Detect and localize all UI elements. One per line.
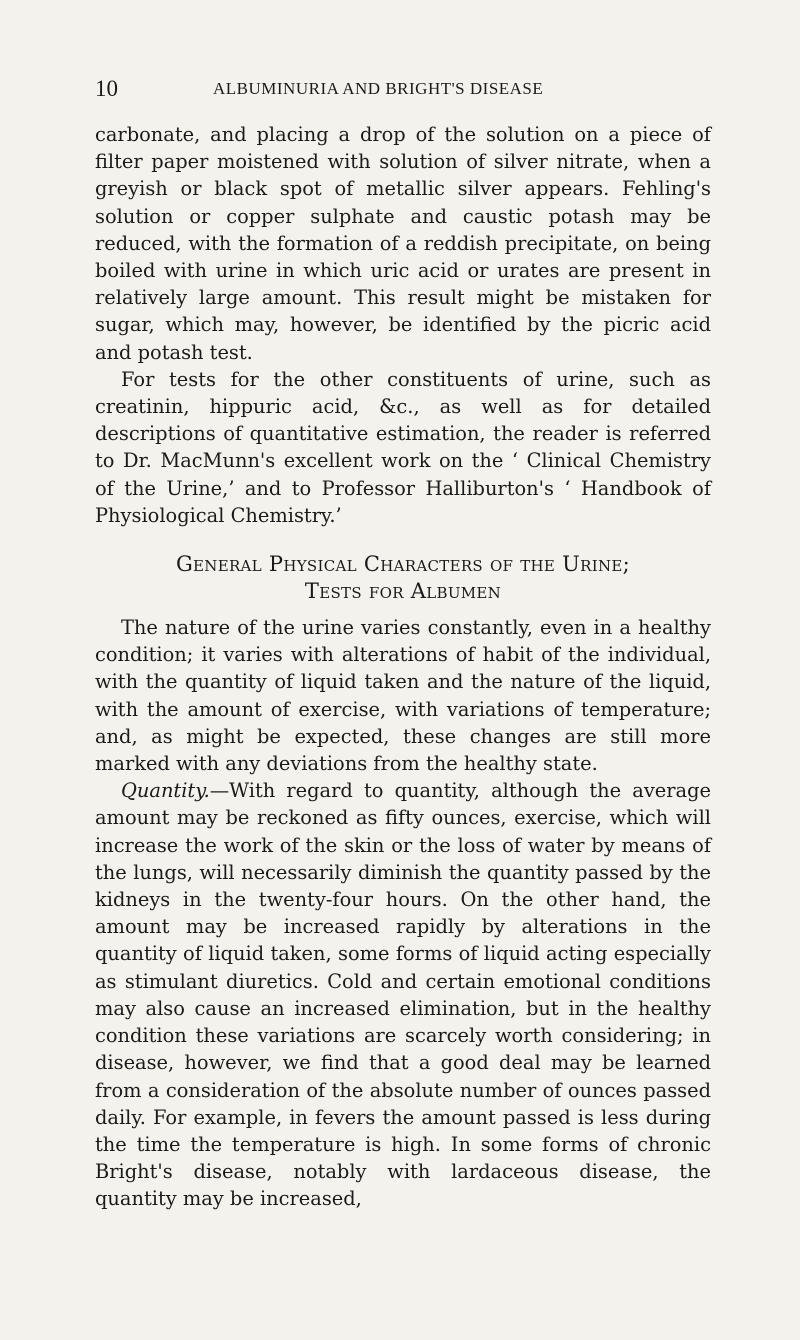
paragraph-further-tests: For tests for the other constituents of urine, such as creatinin, hippuric acid, &c., as well as for detailed descriptions of quantitative estimation, the reader is referred to Dr. MacMunn's excellent work on the ‘ Clinical Chemistry of the Urine,’ and to Professor Halliburton's ‘ Handbook of Physiological Chemistry.’ (95, 367, 711, 527)
quantity-text: —With regard to quantity, although the average amount may be reckoned as fifty ounces, exercise, which will increase the work of the skin or the loss of water by means of the lungs, will necessarily diminish the quantity passed by the kidneys in the twenty-four hours. On the other hand, the amount may be increased rapidly by alterations in the quantity of liquid taken, some forms of liquid acting especially as stimulant diuretics. Cold and certain emotional conditions may also cause an increased elimination, but in the healthy condition these variations are scarcely worth considering; in disease, however, we find that a good deal may be learned from a consideration of the absolute number of ounces passed daily. For example, in fevers the amount passed is less during the time the temperature is high. In some forms of chronic Bright's disease, notably with lardaceous disease, the quantity may be increased, (95, 779, 711, 1211)
paragraph-quantity (95, 777, 711, 1212)
section-heading-line1: General Physical Characters of the Urine; (175, 552, 631, 577)
quantity-label: Quantity. (121, 779, 210, 803)
running-title: ALBUMINURIA AND BRIGHT'S DISEASE (213, 79, 544, 98)
body-text (95, 121, 711, 1213)
page-number: 10 (95, 76, 118, 101)
section-heading (95, 551, 711, 605)
paragraph-nature-of-urine: The nature of the urine varies constantly, even in a healthy condition; it varies with alterations of habit of the individual, with the quantity of liquid taken and the nature of the liquid, with the amount of exercise, with variations of temperature; and, as might be expected, these changes are still more marked with any deviations from the healthy state. (95, 616, 711, 776)
page-header (95, 76, 710, 106)
paragraph-continuation: carbonate, and placing a drop of the solution on a piece of filter paper moistened with solution of silver nitrate, when a greyish or black spot of metallic silver appears. Fehling's solution or copper sulphate and caustic potash may be reduced, with the formation of a reddish precipitate, on being boiled with urine in which uric acid or urates are present in relatively large amount. This result might be mistaken for sugar, which may, however, be identified by the picric acid and potash test. (95, 123, 711, 364)
section-heading-line2: Tests for Albumen (304, 579, 502, 604)
